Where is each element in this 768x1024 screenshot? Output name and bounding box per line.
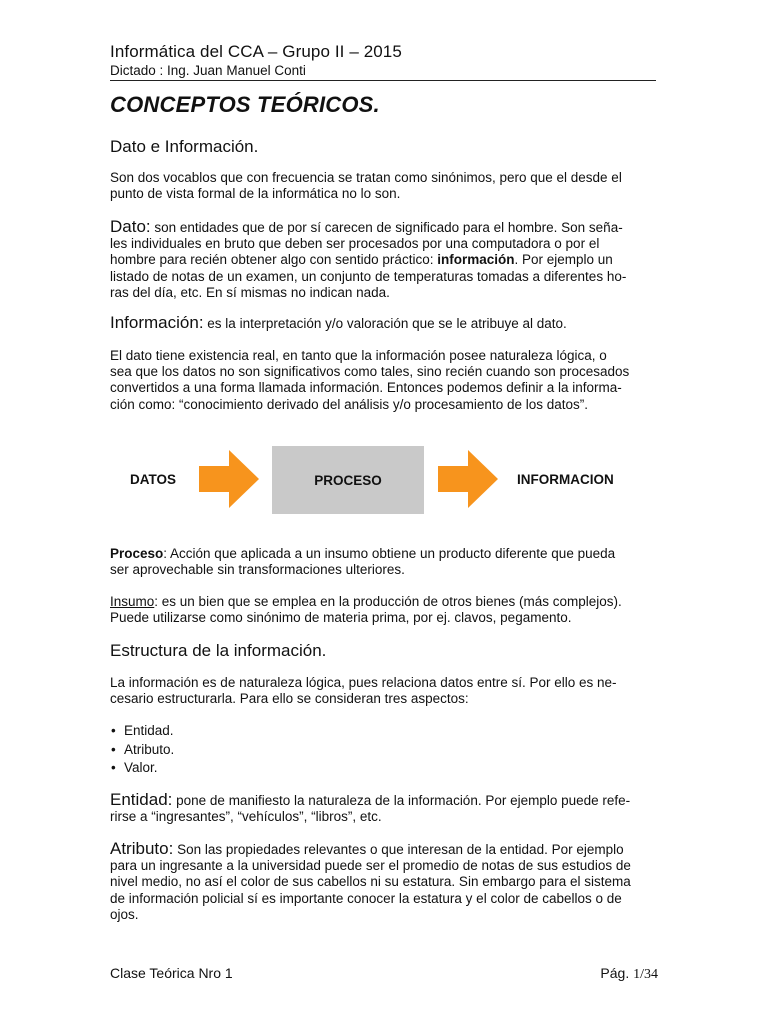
atributo-paragraph: Atributo: Son las propiedades relevantes o que interesan de la entidad. Por ejemplo para un ingresante a la universidad puede ser el promedio de notas de sus estudios de nivel medio, no así el color de sus cabellos ni su estatura. Sin embargo para el sistema de información policial sí es importante conocer la estatura y el color de cabellos o de ojos.: [110, 839, 631, 922]
existencia-paragraph: El dato tiene existencia real, en tanto que la información posee naturaleza lógica, o sea que los datos no son significativos como tales, sino recién cuando son procesados convertidos a una forma llamada información. Entonces podemos definir a la informa- ción como: “conocimiento derivado del análisis y/o procesamiento de los datos”.: [110, 348, 630, 412]
section-heading-estructura: Estructura de la información.: [110, 641, 327, 660]
bullet-icon: •: [111, 741, 116, 757]
aspects-list: [110, 722, 174, 778]
proceso-paragraph: Proceso: Acción que aplicada a un insumo obtiene un producto diferente que pueda ser aprovechable sin transformaciones ulteriores.: [110, 546, 616, 578]
proceso-box: [272, 446, 424, 514]
footer-class-label: Clase Teórica Nro 1: [110, 965, 233, 981]
diagram-informacion-label: INFORMACION: [517, 472, 614, 487]
list-item: • Valor.: [110, 759, 174, 778]
dato-term: Dato:: [110, 217, 151, 236]
informacion-bold: información: [437, 252, 515, 268]
header-rule: [110, 80, 656, 81]
main-title: CONCEPTOS TEÓRICOS.: [110, 92, 380, 117]
process-diagram: [110, 446, 658, 514]
proceso-box-label: PROCESO: [314, 472, 382, 488]
proceso-term: Proceso: [110, 546, 164, 561]
section-heading-dato-informacion: Dato e Información.: [110, 137, 259, 156]
insumo-paragraph: Insumo: es un bien que se emplea en la producción de otros bienes (más complejos). Puede utilizarse como sinónimo de materia prima, por ej. clavos, pegamento.: [110, 594, 622, 626]
header-title: Informática del CCA – Grupo II – 2015: [110, 42, 402, 61]
insumo-term: Insumo: [110, 594, 155, 609]
estructura-paragraph: La información es de naturaleza lógica, pues relaciona datos entre sí. Por ello es ne- cesario estructurarla. Para ello se consideran tres aspectos:: [110, 675, 617, 707]
entidad-paragraph: Entidad: pone de manifiesto la naturaleza de la información. Por ejemplo puede refe- rirse a “ingresantes”, “vehículos”, “libros”, etc.: [110, 790, 631, 825]
informacion-paragraph: Información: es la interpretación y/o valoración que se le atribuye al dato.: [110, 313, 567, 332]
entidad-term: Entidad:: [110, 790, 173, 809]
list-item: • Atributo.: [110, 741, 174, 760]
bullet-icon: •: [111, 723, 116, 738]
dato-paragraph: Dato: son entidades que de por sí carecen de significado para el hombre. Son seña- les individuales en bruto que deben ser procesados por una computadora o por el hombre para recién obtener algo con sentido práctico: información. Por ejemplo un listado de notas de un examen, un conjunto de temperaturas tomadas a diferentes ho- ras del día, etc. En sí mismas no indican nada.: [110, 217, 627, 300]
right-arrow-icon: [199, 450, 259, 508]
diagram-datos-label: DATOS: [130, 472, 177, 487]
right-arrow-icon: [438, 450, 498, 508]
informacion-term: Información:: [110, 313, 204, 332]
footer-page-number: Pág. 1/34: [600, 965, 658, 982]
intro-paragraph: Son dos vocablos que con frecuencia se tratan como sinónimos, pero que el desde el punto de vista formal de la informática no lo son.: [110, 170, 622, 202]
bullet-icon: •: [111, 760, 116, 775]
atributo-term: Atributo:: [110, 839, 174, 858]
list-item: • Entidad.: [110, 722, 174, 741]
header-subtitle: Dictado : Ing. Juan Manuel Conti: [110, 63, 306, 78]
